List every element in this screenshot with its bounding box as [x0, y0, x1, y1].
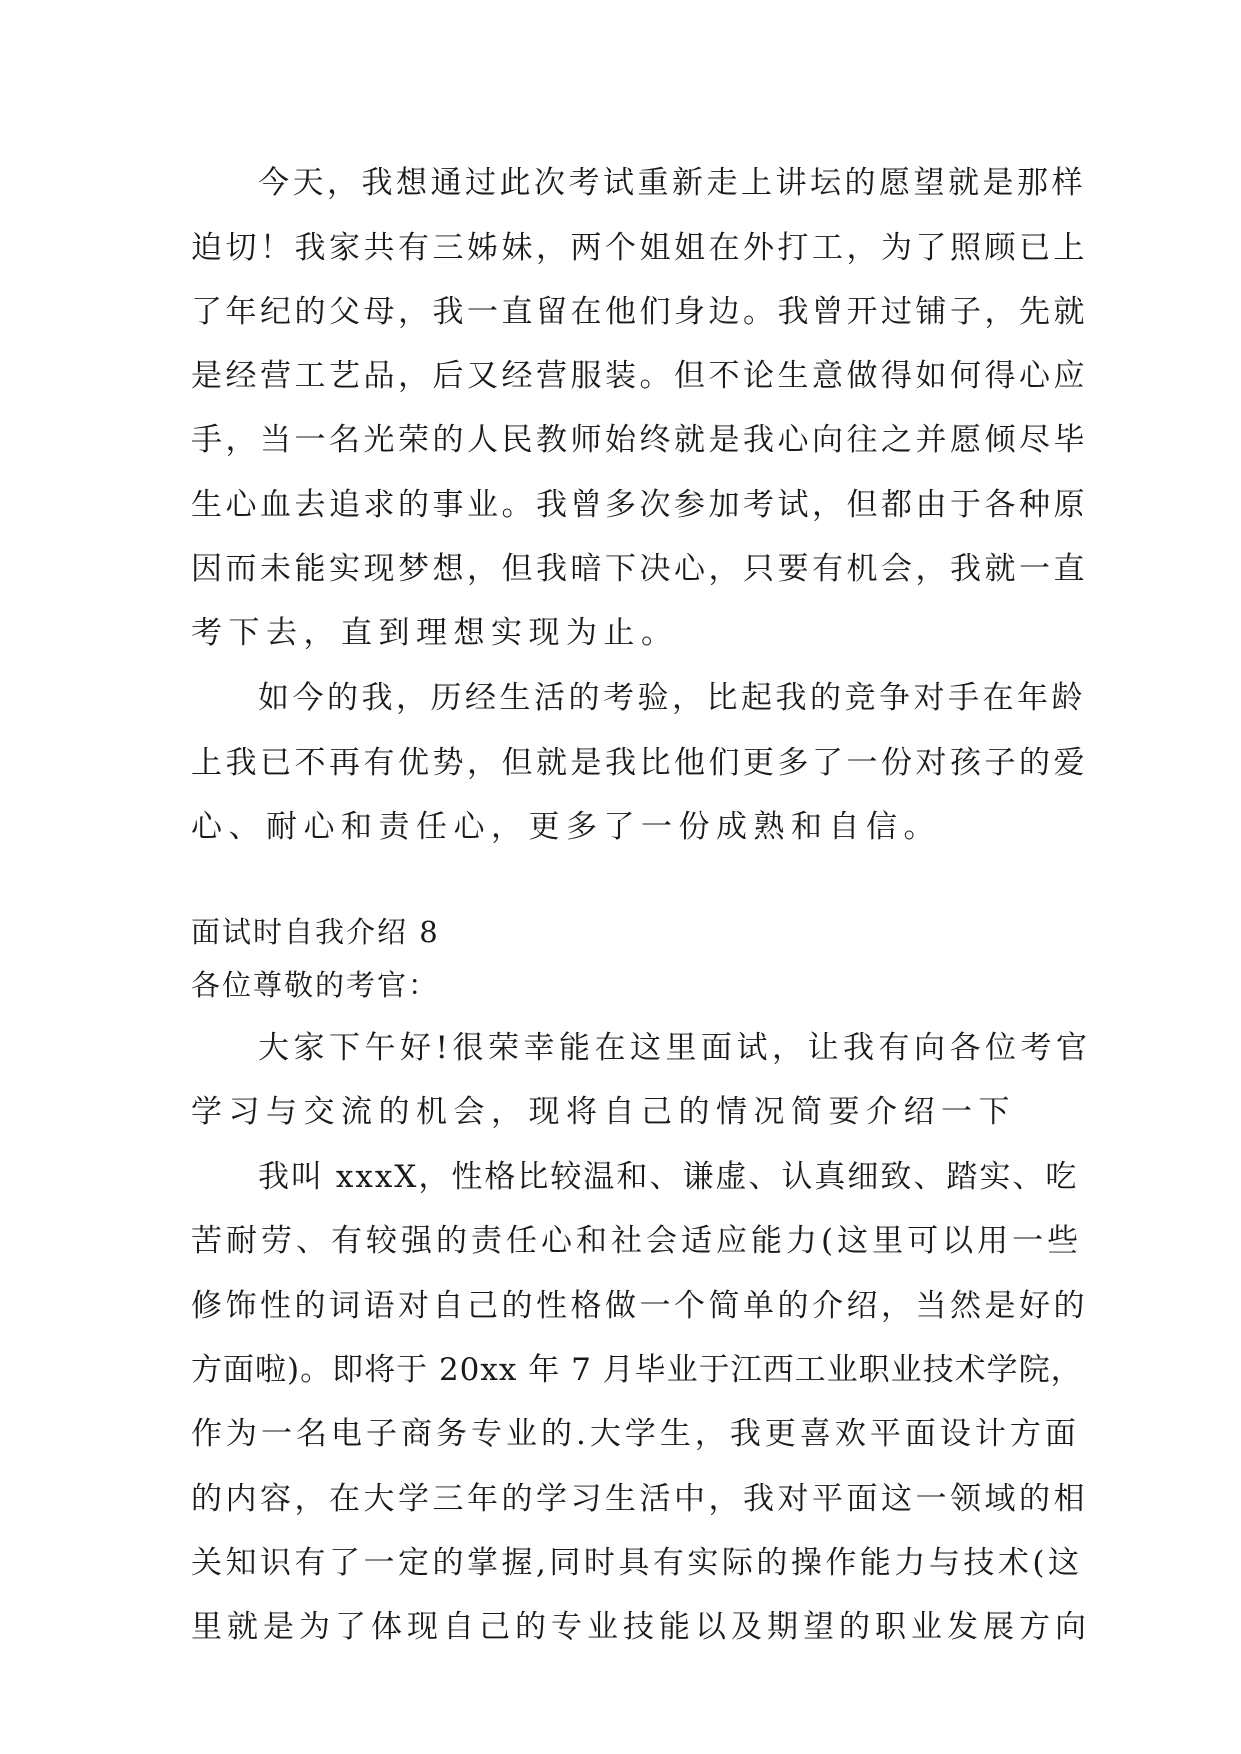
paragraph-line: 了年纪的父母，我一直留在他们身边。我曾开过铺子，先就	[191, 294, 1088, 330]
paragraph-line: 是经营工艺品，后又经营服装。但不论生意做得如何得心应	[191, 358, 1088, 394]
paragraph-line: 方面啦)。即将于 20xx 年 7 月毕业于江西工业职业技术学院，	[191, 1352, 1083, 1388]
paragraph-line: 手，当一名光荣的人民教师始终就是我心向往之并愿倾尽毕	[191, 422, 1088, 458]
paragraph-line: 迫切！我家共有三姊妹，两个姐姐在外打工，为了照顾已上	[191, 230, 1088, 266]
paragraph-line: 苦耐劳、有较强的责任心和社会适应能力(这里可以用一些	[191, 1223, 1083, 1259]
paragraph-line: 大家下午好!很荣幸能在这里面试，让我有向各位考官	[258, 1030, 1092, 1066]
paragraph-line: 关知识有了一定的掌握,同时具有实际的操作能力与技术(这	[191, 1545, 1083, 1581]
paragraph-line: 的内容，在大学三年的学习生活中，我对平面这一领域的相	[191, 1481, 1088, 1517]
paragraph-line: 考下去，直到理想实现为止。	[191, 615, 679, 651]
paragraph-line: 心、耐心和责任心，更多了一份成熟和自信。	[191, 809, 941, 845]
paragraph-line: 如今的我，历经生活的考验，比起我的竞争对手在年龄	[258, 680, 1086, 716]
section-heading: 面试时自我介绍 8	[191, 915, 440, 949]
paragraph-line: 上我已不再有优势，但就是我比他们更多了一份对孩子的爱	[191, 745, 1088, 781]
paragraph-line: 里就是为了体现自己的专业技能以及期望的职业发展方向	[191, 1609, 1091, 1645]
paragraph-line: 学习与交流的机会，现将自己的情况简要介绍一下	[191, 1094, 1016, 1130]
paragraph-line: 作为一名电子商务专业的.大学生，我更喜欢平面设计方面	[191, 1416, 1080, 1452]
paragraph-line: 因而未能实现梦想，但我暗下决心，只要有机会，我就一直	[191, 551, 1088, 587]
paragraph-line: 我叫 xxxX，性格比较温和、谦虚、认真细致、踏实、吃	[258, 1159, 1079, 1195]
paragraph-line: 今天，我想通过此次考试重新走上讲坛的愿望就是那样	[258, 165, 1086, 201]
paragraph-line: 修饰性的词语对自己的性格做一个简单的介绍，当然是好的	[191, 1288, 1088, 1324]
paragraph-line: 生心血去追求的事业。我曾多次参加考试，但都由于各种原	[191, 487, 1088, 523]
salutation: 各位尊敬的考官：	[191, 968, 440, 1002]
